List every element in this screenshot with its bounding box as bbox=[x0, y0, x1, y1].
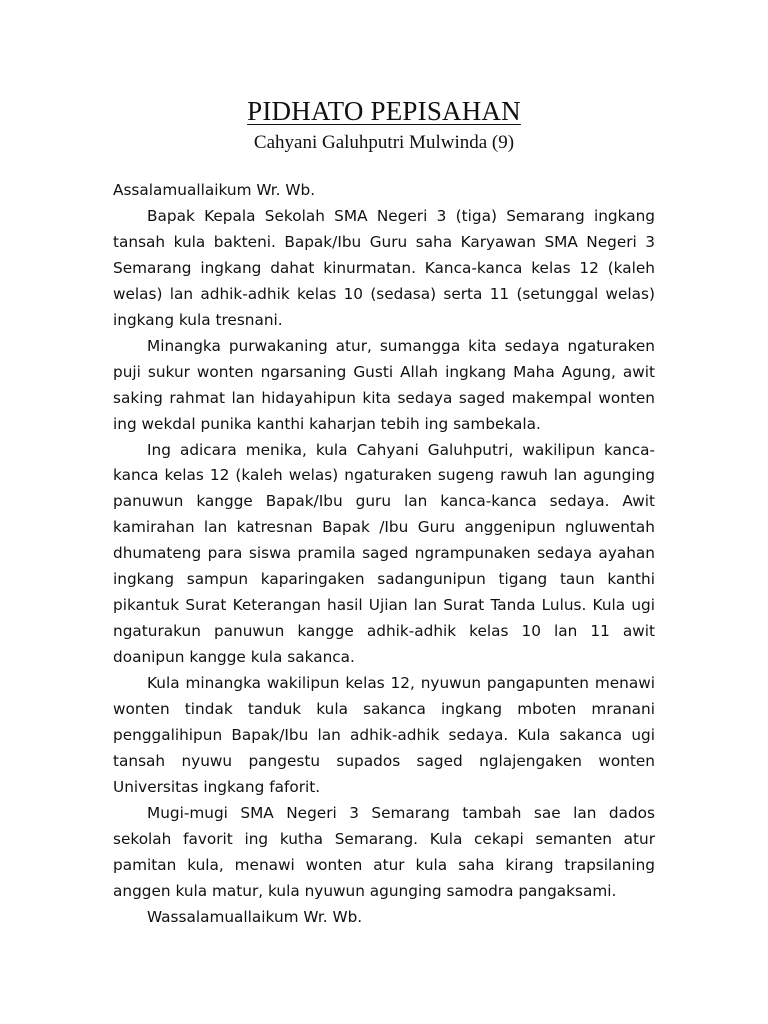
speech-body bbox=[113, 178, 655, 931]
paragraph-opening-gratitude: Minangka purwakaning atur, sumangga kita sedaya ngaturaken puji sukur wonten ngarsaning Gusti Allah ingkang Maha Agung, awit saking rahmat lan hidayahipun kita sedaya saged makempal wonten ing wekdal punika kanthi kaharjan tebih ing sambekala. bbox=[113, 336, 655, 433]
paragraph-addressees: Bapak Kepala Sekolah SMA Negeri 3 (tiga) Semarang ingkang tansah kula bakteni. Bapak/Ibu Guru saha Karyawan SMA Negeri 3 Semarang ingkang dahat kinurmatan. Kanca-kanca kelas 12 (kaleh welas) lan adhik-adhik kelas 10 (sedasa) serta 11 (setunggal welas) ingkang kula tresnani. bbox=[113, 206, 655, 329]
paragraph-closing: Mugi-mugi SMA Negeri 3 Semarang tambah sae lan dados sekolah favorit ing kutha Semarang. Kula cekapi semanten atur pamitan kula, menawi wonten atur kula saha kirang trapsilaning anggen kula matur, kula nyuwun agunging samodra pangaksami. bbox=[113, 803, 655, 900]
paragraph-thanks: Ing adicara menika, kula Cahyani Galuhputri, wakilipun kanca-kanca kelas 12 (kaleh welas) ngaturaken sugeng rawuh lan agunging panuwun kangge Bapak/Ibu guru lan kanca-kanca sedaya. Awit kamirahan lan katresnan Bapak /Ibu Guru anggenipun ngluwentah dhumateng para siswa pramila saged ngrampunaken sedaya ayahan ingkang sampun kaparingaken sadangunipun tigang taun kanthi pikantuk Surat Keterangan hasil Ujian lan Surat Tanda Lulus. Kula ugi ngaturakun panuwun kangge adhik-adhik kelas 10 lan 11 awit doanipun kangge kula sakanca. bbox=[113, 440, 655, 667]
closing-greeting: Wassalamuallaikum Wr. Wb. bbox=[147, 907, 363, 926]
opening-greeting: Assalamuallaikum Wr. Wb. bbox=[113, 181, 316, 199]
paragraph-apology: Kula minangka wakilipun kelas 12, nyuwun pangapunten menawi wonten tindak tanduk kula sakanca ingkang mboten mranani penggalihipun Bapak/Ibu lan adhik-adhik sedaya. Kula sakanca ugi tansah nyuwu pangestu supados saged nglajengaken wonten Universitas ingkang faforit. bbox=[113, 674, 655, 796]
author-subtitle: Cahyani Galuhputri Mulwinda (9) bbox=[253, 132, 515, 153]
page-title: PIDHATO PEPISAHAN bbox=[247, 96, 521, 126]
